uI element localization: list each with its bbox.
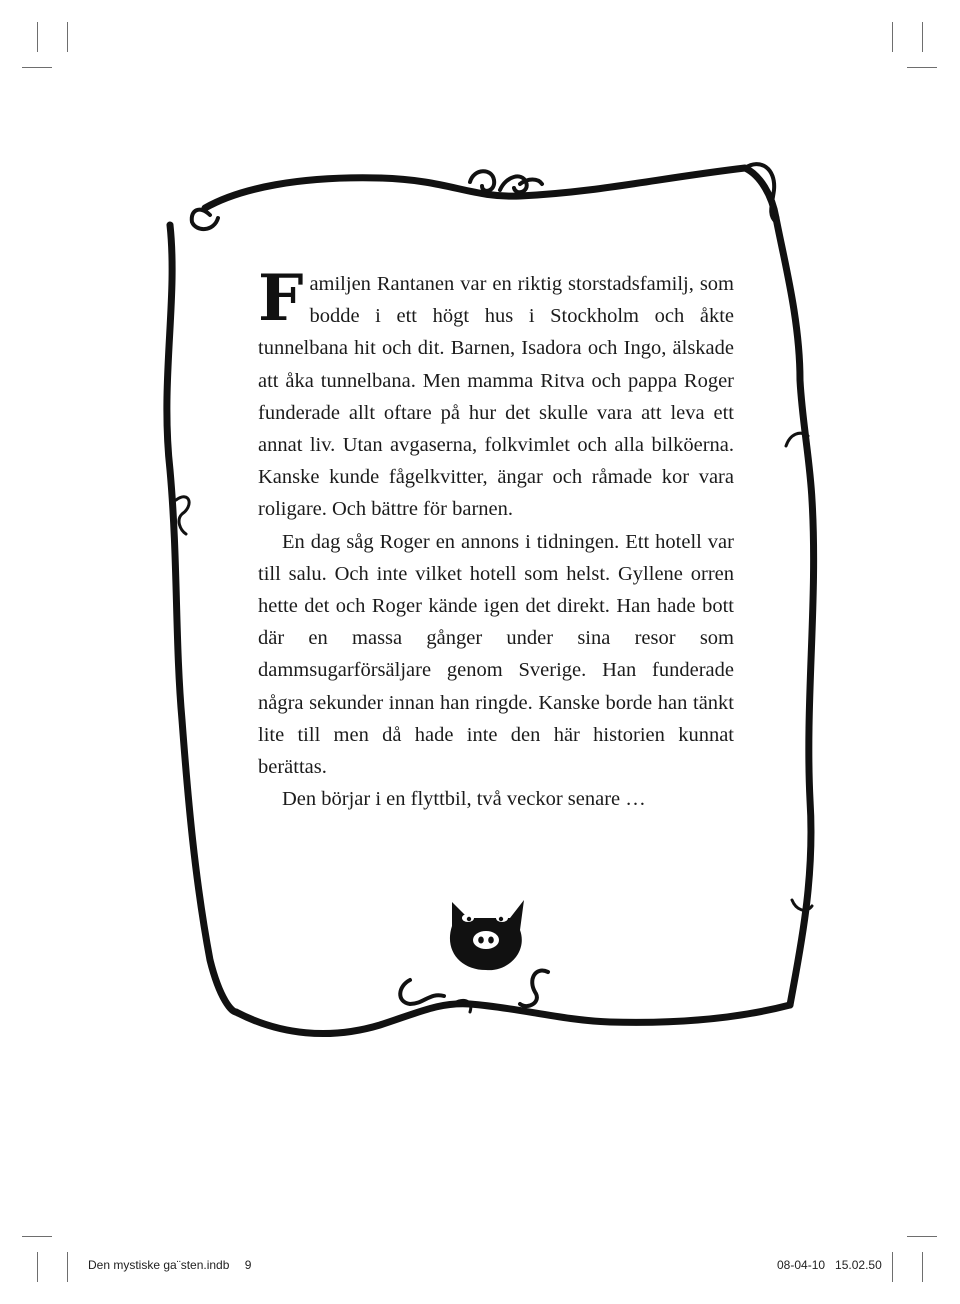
paragraph [258,261,734,526]
slug-filename: Den mystiske ga¨sten.indb [88,1258,230,1272]
drop-cap: F [258,261,304,336]
paragraph: En dag såg Roger en annons i tidningen. Ett hotell var till salu. Och inte vilket hotell som helst. Gyllene orren hette det och Roger kände igen det direkt. Han hade bott där en massa gånger under sina resor som dammsugarförsäljare genom Sverige. Han funderade några sekunder innan han ringde. Kanske borde han tänkt lite till men då hade inte den här historien kunnat berättas. [258,530,734,779]
paragraph-text: amiljen Rantanen var en riktig storstadsfamilj, som bodde i ett högt hus i Stockholm och åkte tunnelbana hit och dit. Barnen, Isadora och Ingo, älskade att åka tunnelbana. Men mamma Ritva och pappa Roger funderade allt oftare på hur det skulle vara att leva ett annat liv. Utan avgaserna, folkvimlet och alla bilköerna. Kanske kunde fågelkvitter, ängar och råmade kor vara roligare. Och bättre för barnen. [258,273,734,521]
pig-face-icon [450,900,524,970]
slug-datetime: 08-04-10 15.02.50 [777,1258,882,1272]
slug-page: 9 [244,1258,252,1272]
story-text [258,261,734,815]
flourish-icon [470,171,542,192]
paragraph: Den börjar i en flyttbil, två veckor senare … [282,788,646,811]
slug-file [88,1258,251,1272]
